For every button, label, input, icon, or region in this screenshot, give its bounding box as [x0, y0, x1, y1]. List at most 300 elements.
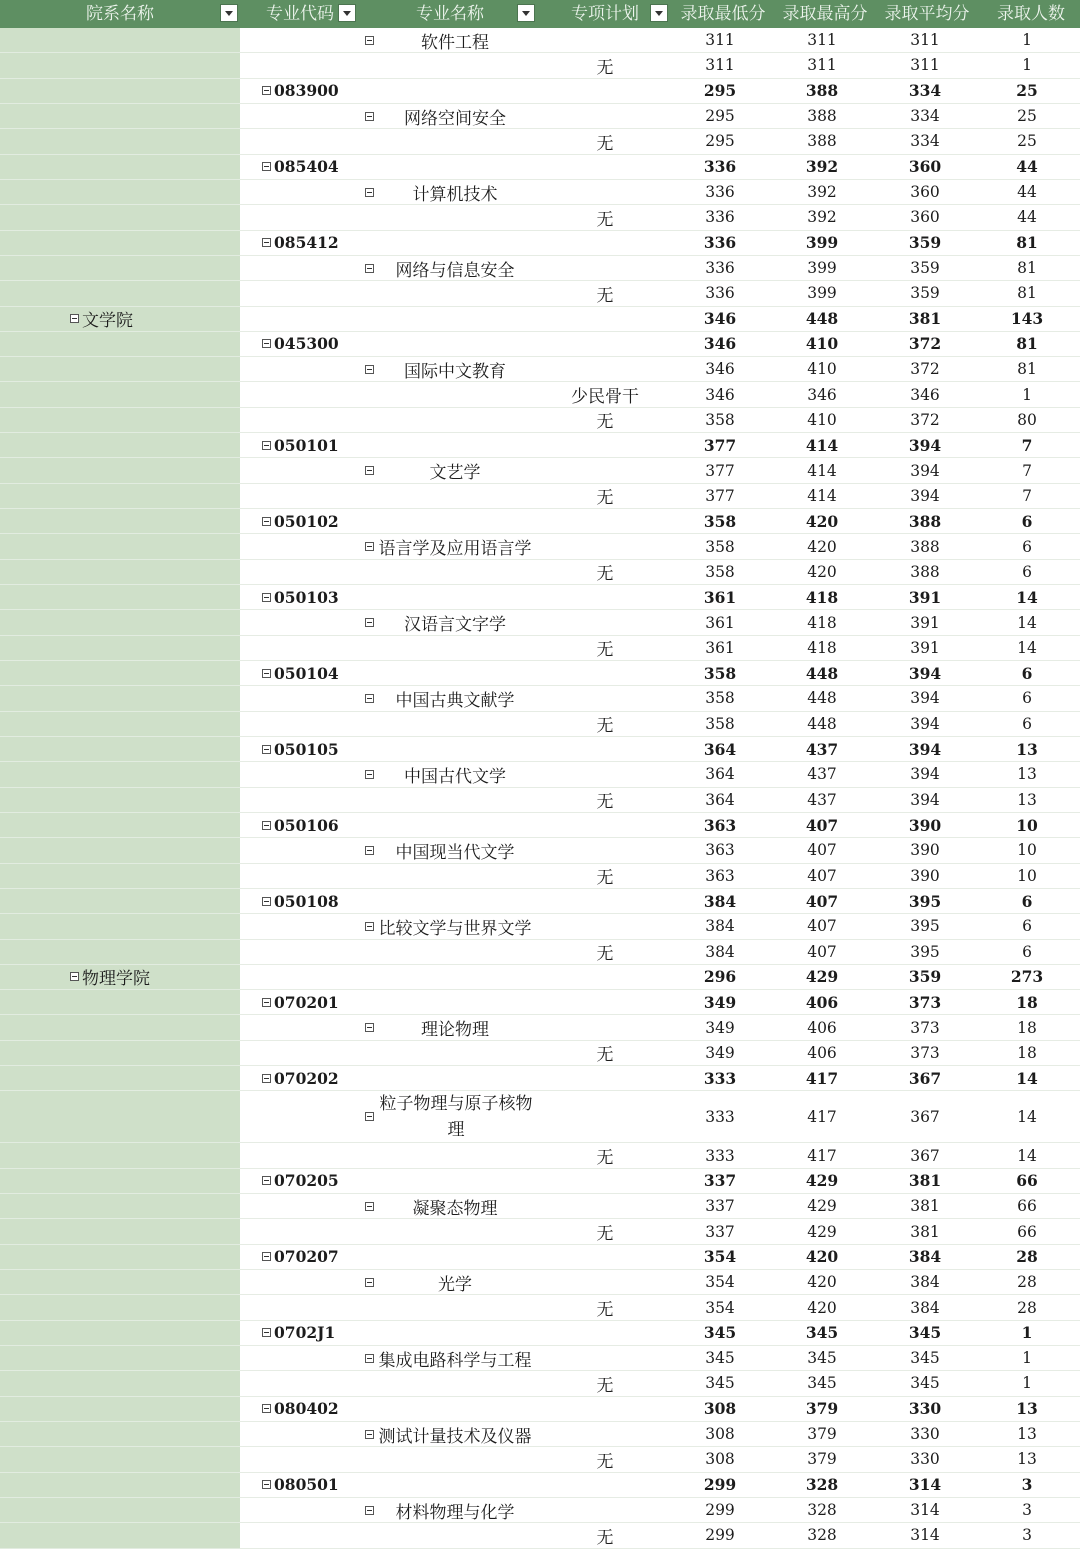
- collapse-toggle-icon[interactable]: [262, 1252, 271, 1261]
- collapse-toggle-icon[interactable]: [262, 998, 271, 1007]
- admit-count: 10: [1017, 866, 1037, 885]
- max-score: 418: [807, 638, 837, 657]
- special-plan: 少民骨干: [571, 387, 639, 408]
- admit-count: 1: [1022, 385, 1032, 404]
- admit-count: 273: [1010, 967, 1044, 987]
- avg-score: 384: [910, 1273, 940, 1292]
- admit-count: 13: [1017, 1450, 1037, 1469]
- admit-count: 1: [1022, 1374, 1032, 1393]
- table-row: [0, 1397, 1080, 1422]
- table-row: [0, 1143, 1080, 1168]
- max-score: 414: [805, 435, 839, 455]
- header-avg: 录取平均分: [884, 4, 970, 24]
- table-row: [0, 1194, 1080, 1219]
- collapse-toggle-icon[interactable]: [262, 821, 271, 830]
- avg-score: 360: [908, 157, 942, 177]
- admit-count: 6: [1021, 891, 1033, 911]
- table-row: [0, 1245, 1080, 1270]
- min-score: 358: [705, 689, 735, 708]
- major-code: 070207: [274, 1247, 339, 1267]
- min-score: 296: [703, 967, 737, 987]
- avg-score: 314: [908, 1475, 942, 1495]
- max-score: 392: [807, 183, 837, 202]
- min-score: 363: [705, 841, 735, 860]
- avg-score: 390: [910, 866, 940, 885]
- min-score: 354: [703, 1247, 737, 1267]
- table-row: [0, 965, 1080, 990]
- table-row: [0, 585, 1080, 610]
- avg-score: 381: [910, 1197, 940, 1216]
- avg-score: 372: [910, 360, 940, 379]
- max-score: 388: [805, 81, 839, 101]
- plan-filter-dropdown-icon[interactable]: [650, 4, 668, 22]
- min-score: 336: [703, 233, 737, 253]
- major-code: 085412: [274, 233, 339, 253]
- avg-score: 330: [908, 1399, 942, 1419]
- admit-count: 28: [1017, 1273, 1037, 1292]
- table-row: [0, 1321, 1080, 1346]
- table-row: [0, 737, 1080, 762]
- max-score: 410: [807, 360, 837, 379]
- avg-score: 311: [910, 31, 940, 50]
- min-score: 336: [705, 183, 735, 202]
- major-code-cell: [262, 585, 362, 609]
- min-score: 361: [703, 587, 737, 607]
- max-score: 429: [807, 1222, 837, 1241]
- admit-count: 13: [1016, 739, 1038, 759]
- major-code: 050108: [274, 891, 339, 911]
- max-score: 448: [805, 663, 839, 683]
- max-score: 328: [807, 1501, 837, 1520]
- major-code: 070202: [274, 1068, 339, 1088]
- special-plan: 无: [596, 57, 614, 78]
- major-code-cell: [262, 433, 362, 457]
- admit-count: 14: [1016, 587, 1038, 607]
- table-row: [0, 1447, 1080, 1472]
- max-score: 420: [807, 537, 837, 556]
- major-code-cell: [262, 661, 362, 685]
- avg-score: 394: [908, 435, 942, 455]
- min-score: 358: [703, 663, 737, 683]
- min-score: 358: [705, 537, 735, 556]
- max-score: 379: [805, 1399, 839, 1419]
- collapse-toggle-icon[interactable]: [262, 441, 271, 450]
- header-min: 录取最低分: [680, 4, 766, 24]
- admit-count: 14: [1017, 1107, 1037, 1126]
- major-name: 国际中文教育: [404, 361, 506, 382]
- major-name: 中国古代文学: [404, 766, 506, 787]
- collapse-toggle-icon[interactable]: [262, 86, 271, 95]
- code-filter-dropdown-icon[interactable]: [338, 4, 356, 22]
- admit-count: 10: [1017, 841, 1037, 860]
- min-score: 336: [705, 259, 735, 278]
- min-score: 337: [703, 1171, 737, 1191]
- admit-count: 28: [1016, 1247, 1038, 1267]
- table-row: [0, 838, 1080, 863]
- table-row: [0, 28, 1080, 53]
- header-code: 专业代码: [266, 4, 334, 24]
- header-name: 专业名称: [416, 4, 484, 24]
- collapse-toggle-icon[interactable]: [262, 1176, 271, 1185]
- header-count: 录取人数: [997, 4, 1065, 24]
- admit-count: 66: [1017, 1222, 1037, 1241]
- collapse-toggle-icon[interactable]: [262, 1404, 271, 1413]
- avg-score: 346: [910, 385, 940, 404]
- max-score: 379: [807, 1450, 837, 1469]
- major-name: 测试计量技术及仪器: [378, 1426, 532, 1447]
- avg-score: 391: [910, 613, 940, 632]
- special-plan: 无: [596, 209, 614, 230]
- admit-count: 143: [1010, 309, 1044, 329]
- min-score: 384: [705, 942, 735, 961]
- special-plan: 无: [596, 1451, 614, 1472]
- collapse-toggle-icon[interactable]: [262, 669, 271, 678]
- max-score: 420: [805, 511, 839, 531]
- major-code: 050101: [274, 435, 339, 455]
- max-score: 429: [805, 1171, 839, 1191]
- max-score: 420: [807, 562, 837, 581]
- dept-name: 物理学院: [82, 969, 150, 990]
- avg-score: 394: [908, 663, 942, 683]
- max-score: 418: [805, 587, 839, 607]
- major-code-cell: [262, 889, 362, 913]
- avg-score: 388: [908, 511, 942, 531]
- table-row: [0, 1066, 1080, 1091]
- name-filter-dropdown-icon[interactable]: [517, 4, 535, 22]
- major-name: 粒子物理与原子核物理: [379, 1093, 533, 1140]
- special-plan: 无: [596, 1527, 614, 1548]
- max-score: 311: [807, 56, 837, 75]
- avg-score: 334: [910, 132, 940, 151]
- table-row: [0, 281, 1080, 306]
- avg-score: 334: [908, 81, 942, 101]
- table-row: [0, 1371, 1080, 1396]
- max-score: 407: [805, 891, 839, 911]
- table-row: [0, 940, 1080, 965]
- collapse-toggle-icon[interactable]: [262, 517, 271, 526]
- max-score: 448: [807, 689, 837, 708]
- dept-cell: [70, 965, 240, 989]
- min-score: 295: [703, 81, 737, 101]
- special-plan: 无: [596, 1148, 614, 1169]
- min-score: 337: [705, 1197, 735, 1216]
- table-row: [0, 889, 1080, 914]
- min-score: 363: [703, 815, 737, 835]
- avg-score: 381: [908, 309, 942, 329]
- avg-score: 391: [908, 587, 942, 607]
- admit-count: 14: [1017, 1146, 1037, 1165]
- min-score: 299: [705, 1501, 735, 1520]
- max-score: 311: [807, 31, 837, 50]
- admit-count: 13: [1017, 790, 1037, 809]
- avg-score: 360: [910, 183, 940, 202]
- table-row: [0, 458, 1080, 483]
- collapse-toggle-icon[interactable]: [262, 1480, 271, 1489]
- collapse-toggle-icon[interactable]: [262, 897, 271, 906]
- max-score: 406: [807, 1043, 837, 1062]
- dept-filter-dropdown-icon[interactable]: [220, 4, 238, 22]
- admit-count: 6: [1022, 942, 1032, 961]
- max-score: 346: [807, 385, 837, 404]
- table-row: [0, 1169, 1080, 1194]
- major-code: 080501: [274, 1475, 339, 1495]
- min-score: 361: [705, 613, 735, 632]
- min-score: 308: [703, 1399, 737, 1419]
- table-row: [0, 534, 1080, 559]
- table-row: [0, 990, 1080, 1015]
- min-score: 358: [705, 562, 735, 581]
- max-score: 420: [807, 1298, 837, 1317]
- min-score: 384: [703, 891, 737, 911]
- table-row: [0, 484, 1080, 509]
- min-score: 349: [705, 1043, 735, 1062]
- table-row: [0, 1346, 1080, 1371]
- collapse-toggle-icon[interactable]: [262, 162, 271, 171]
- avg-score: 384: [910, 1298, 940, 1317]
- avg-score: 384: [908, 1247, 942, 1267]
- min-score: 308: [705, 1425, 735, 1444]
- max-score: 448: [805, 309, 839, 329]
- admit-count: 6: [1021, 511, 1033, 531]
- avg-score: 314: [910, 1501, 940, 1520]
- avg-score: 381: [910, 1222, 940, 1241]
- major-code-cell: [262, 1473, 362, 1497]
- max-score: 418: [807, 613, 837, 632]
- max-score: 399: [805, 233, 839, 253]
- table-row: [0, 307, 1080, 332]
- special-plan: 无: [596, 488, 614, 509]
- max-score: 417: [807, 1146, 837, 1165]
- admit-count: 6: [1021, 663, 1033, 683]
- avg-score: 330: [910, 1425, 940, 1444]
- admit-count: 44: [1017, 208, 1037, 227]
- major-code-cell: [262, 1321, 362, 1345]
- min-score: 333: [703, 1068, 737, 1088]
- max-score: 407: [805, 815, 839, 835]
- max-score: 410: [807, 410, 837, 429]
- min-score: 346: [705, 360, 735, 379]
- min-score: 377: [705, 461, 735, 480]
- admit-count: 81: [1016, 233, 1038, 253]
- admit-count: 14: [1017, 638, 1037, 657]
- admit-count: 13: [1016, 1399, 1038, 1419]
- max-score: 410: [805, 334, 839, 354]
- min-score: 295: [705, 107, 735, 126]
- dept-cell: [70, 307, 240, 331]
- max-score: 437: [805, 739, 839, 759]
- admit-count: 14: [1017, 613, 1037, 632]
- max-score: 388: [807, 132, 837, 151]
- collapse-toggle-icon[interactable]: [262, 745, 271, 754]
- avg-score: 373: [910, 1018, 940, 1037]
- max-score: 420: [807, 1273, 837, 1292]
- collapse-toggle-icon[interactable]: [70, 972, 79, 981]
- collapse-toggle-icon[interactable]: [262, 238, 271, 247]
- table-row: [0, 1523, 1080, 1548]
- max-score: 420: [805, 1247, 839, 1267]
- avg-score: 314: [910, 1526, 940, 1545]
- min-score: 299: [703, 1475, 737, 1495]
- avg-score: 359: [908, 233, 942, 253]
- table-row: [0, 509, 1080, 534]
- avg-score: 367: [908, 1068, 942, 1088]
- min-score: 345: [703, 1323, 737, 1343]
- major-code: 070201: [274, 992, 339, 1012]
- min-score: 311: [705, 56, 735, 75]
- admit-count: 25: [1017, 132, 1037, 151]
- major-name: 文艺学: [429, 463, 481, 484]
- avg-score: 359: [908, 967, 942, 987]
- major-code-cell: [262, 155, 362, 179]
- table-row: [0, 1473, 1080, 1498]
- major-code: 050104: [274, 663, 339, 683]
- major-code: 083900: [274, 81, 339, 101]
- avg-score: 390: [908, 815, 942, 835]
- admit-count: 6: [1022, 917, 1032, 936]
- special-plan: 无: [596, 640, 614, 661]
- max-score: 399: [807, 284, 837, 303]
- max-score: 399: [807, 259, 837, 278]
- avg-score: 395: [910, 942, 940, 961]
- max-score: 429: [805, 967, 839, 987]
- table-row: [0, 1295, 1080, 1320]
- major-code-cell: [262, 1066, 362, 1090]
- min-score: 358: [703, 511, 737, 531]
- max-score: 429: [807, 1197, 837, 1216]
- min-score: 336: [705, 208, 735, 227]
- admit-count: 81: [1016, 334, 1038, 354]
- major-name: 集成电路科学与工程: [378, 1350, 532, 1371]
- min-score: 336: [705, 284, 735, 303]
- min-score: 354: [705, 1273, 735, 1292]
- avg-score: 345: [910, 1374, 940, 1393]
- max-score: 407: [807, 917, 837, 936]
- table-row: [0, 1422, 1080, 1447]
- collapse-toggle-icon[interactable]: [262, 339, 271, 348]
- collapse-toggle-icon[interactable]: [262, 1074, 271, 1083]
- avg-score: 345: [910, 1349, 940, 1368]
- max-score: 417: [805, 1068, 839, 1088]
- admit-count: 81: [1017, 360, 1037, 379]
- admit-count: 28: [1017, 1298, 1037, 1317]
- admit-count: 25: [1016, 81, 1038, 101]
- min-score: 346: [703, 309, 737, 329]
- max-score: 392: [807, 208, 837, 227]
- avg-score: 367: [910, 1146, 940, 1165]
- avg-score: 394: [910, 714, 940, 733]
- min-score: 337: [705, 1222, 735, 1241]
- admit-count: 1: [1022, 1349, 1032, 1368]
- special-plan: 无: [596, 133, 614, 154]
- max-score: 407: [807, 866, 837, 885]
- min-score: 336: [703, 157, 737, 177]
- avg-score: 372: [908, 334, 942, 354]
- table-row: [0, 104, 1080, 129]
- avg-score: 395: [910, 917, 940, 936]
- max-score: 345: [805, 1323, 839, 1343]
- special-plan: 无: [596, 792, 614, 813]
- table-row: [0, 205, 1080, 230]
- avg-score: 367: [910, 1107, 940, 1126]
- table-row: [0, 382, 1080, 407]
- max-score: 345: [807, 1349, 837, 1368]
- major-code: 050102: [274, 511, 339, 531]
- major-code: 070205: [274, 1171, 339, 1191]
- special-plan: 无: [596, 564, 614, 585]
- admit-count: 6: [1022, 537, 1032, 556]
- major-name: 材料物理与化学: [395, 1502, 515, 1523]
- admit-count: 44: [1017, 183, 1037, 202]
- major-code-cell: [262, 737, 362, 761]
- table-row: [0, 129, 1080, 154]
- min-score: 364: [703, 739, 737, 759]
- special-plan: 无: [596, 868, 614, 889]
- max-score: 392: [805, 157, 839, 177]
- avg-score: 311: [910, 56, 940, 75]
- min-score: 358: [705, 714, 735, 733]
- table-row: [0, 762, 1080, 787]
- special-plan: 无: [596, 944, 614, 965]
- table-row: [0, 1091, 1080, 1143]
- admit-count: 25: [1017, 107, 1037, 126]
- min-score: 349: [703, 992, 737, 1012]
- max-score: 448: [807, 714, 837, 733]
- table-row: [0, 1270, 1080, 1295]
- avg-score: 372: [910, 410, 940, 429]
- avg-score: 394: [908, 739, 942, 759]
- table-row: [0, 1498, 1080, 1523]
- min-score: 311: [705, 31, 735, 50]
- major-code-cell: [262, 509, 362, 533]
- admit-count: 13: [1017, 765, 1037, 784]
- admit-count: 3: [1022, 1501, 1032, 1520]
- table-row: [0, 53, 1080, 78]
- major-code: 050103: [274, 587, 339, 607]
- collapse-toggle-icon[interactable]: [70, 314, 79, 323]
- admit-count: 13: [1017, 1425, 1037, 1444]
- table-row: [0, 256, 1080, 281]
- min-score: 363: [705, 866, 735, 885]
- admit-count: 81: [1017, 259, 1037, 278]
- admit-count: 18: [1017, 1043, 1037, 1062]
- collapse-toggle-icon[interactable]: [262, 1328, 271, 1337]
- major-code-cell: [262, 813, 362, 837]
- min-score: 384: [705, 917, 735, 936]
- min-score: 364: [705, 790, 735, 809]
- major-name: 凝聚态物理: [412, 1198, 498, 1219]
- max-score: 414: [807, 461, 837, 480]
- max-score: 407: [807, 841, 837, 860]
- special-plan: 无: [596, 1045, 614, 1066]
- major-name: 中国古典文献学: [395, 690, 515, 711]
- min-score: 295: [705, 132, 735, 151]
- min-score: 364: [705, 765, 735, 784]
- collapse-toggle-icon[interactable]: [262, 593, 271, 602]
- major-name: 网络空间安全: [404, 108, 506, 129]
- special-plan: 无: [596, 412, 614, 433]
- avg-score: 373: [908, 992, 942, 1012]
- major-code: 085404: [274, 157, 339, 177]
- avg-score: 390: [910, 841, 940, 860]
- special-plan: 无: [596, 1300, 614, 1321]
- table-row: [0, 332, 1080, 357]
- special-plan: 无: [596, 1375, 614, 1396]
- avg-score: 373: [910, 1043, 940, 1062]
- avg-score: 330: [910, 1450, 940, 1469]
- admit-count: 66: [1016, 1171, 1038, 1191]
- table-row: [0, 357, 1080, 382]
- admit-count: 6: [1022, 714, 1032, 733]
